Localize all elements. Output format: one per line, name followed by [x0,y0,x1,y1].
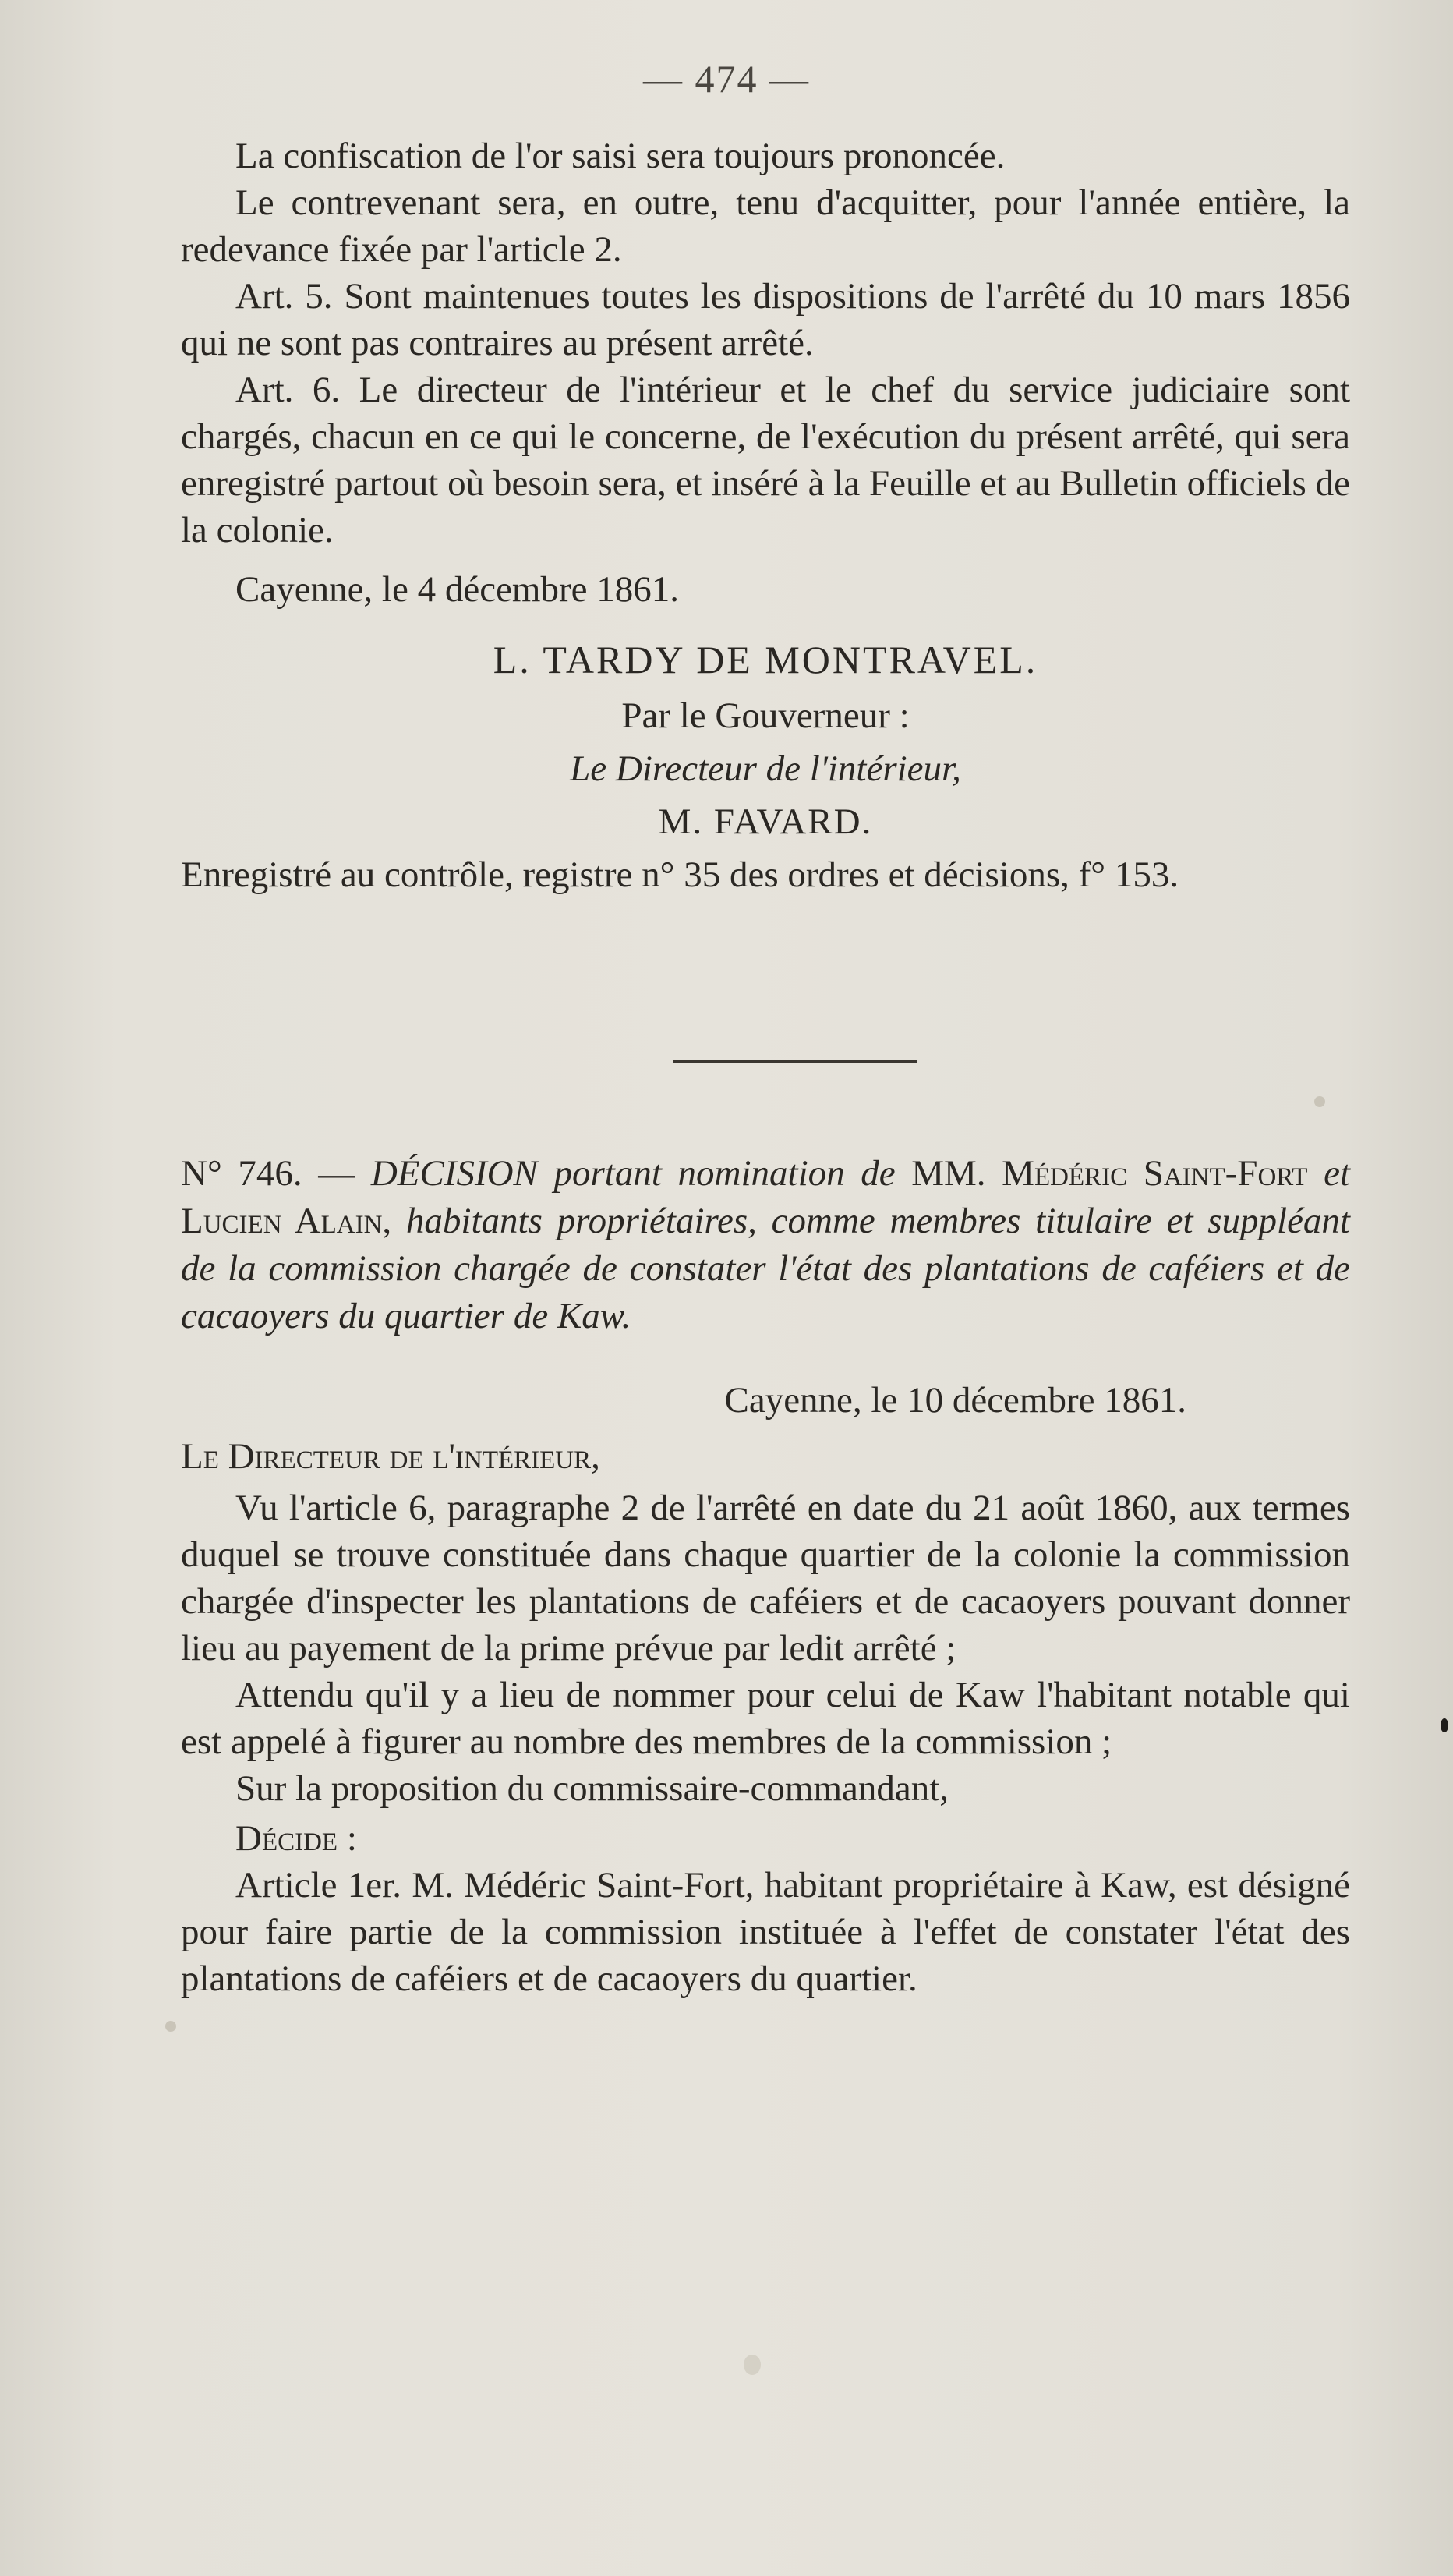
top-section [181,133,1350,898]
decision-section [181,1113,1350,2002]
page-number: — 474 — [643,57,810,101]
decision-title-names2: Lucien Alain, [181,1201,392,1241]
article-1-text: M. Médéric Saint-Fort, habitant propriétaire à Kaw, est désigné pour faire partie de la commission instituée à l'effet de constater l'état des plantations de caféiers et de cacaoyers du quartier. [181,1865,1351,1999]
decides-label: Décide : [235,1818,357,1859]
decision-heading [181,1150,1350,1340]
article-1-label: Article 1er. [235,1865,401,1905]
consideration-attendu: Attendu qu'il y a lieu de nommer pour celui de Kaw l'habitant notable qui est appelé à figurer au nombre des membres de la commission ; [181,1675,1350,1762]
decision-title-portant: portant nomination de [553,1153,896,1194]
paper-speck [1441,1718,1448,1732]
paper-speck [744,2355,761,2375]
paragraph-art-5: Art. 5. Sont maintenues toutes les dispositions de l'arrêté du 10 mars 1856 qui ne sont pas contraires au présent arrêté. [181,276,1350,363]
paragraph-contrevenant: Le contrevenant sera, en outre, tenu d'acquitter, pour l'année entière, la redevance fixée par l'article 2. [181,182,1350,270]
decision-title-et: et [1324,1153,1350,1194]
paragraph-art-6: Art. 6. Le directeur de l'intérieur et le chef du service judiciaire sont chargés, chacun en ce qui le concerne, de l'exécution du présent arrêté, qui sera enregistré partout où besoin sera, et inséré à la Feuille et au Bulletin officiels de la colonie. [181,370,1350,550]
director-title: Le Directeur de l'intérieur, [570,748,961,789]
article-1 [181,1862,1350,2002]
decision-authority: Le Directeur de l'intérieur, [181,1436,600,1477]
paper-speck [165,2021,176,2032]
registration-note: Enregistré au contrôle, registre n° 35 des ordres et décisions, f° 153. [181,855,1179,895]
place-date: Cayenne, le 4 décembre 1861. [235,569,680,610]
paragraph-confiscation: La confiscation de l'or saisi sera toujours prononcée. [235,136,1006,176]
decision-title-word: DÉCISION [370,1153,538,1194]
consideration-proposition: Sur la proposition du commissaire-commandant, [235,1768,949,1809]
consideration-vu: Vu l'article 6, paragraphe 2 de l'arrêté en date du 21 août 1860, aux termes duquel se trouve constituée dans chaque quartier de la colonie la commission chargée d'inspecter les plantations de caféiers et de cacaoyers pouvant donner lieu au payement de la prime prévue par ledit arrêté ; [181,1488,1350,1668]
decision-title-rest: habitants propriétaires, comme membres titulaire et suppléant de la commission chargée de constater l'état des plantations de caféiers et de cacaoyers du quartier de Kaw. [181,1201,1350,1336]
decision-title-names: MM. Médéric Saint-Fort [911,1153,1308,1194]
signatory: L. TARDY DE MONTRAVEL. [493,638,1038,681]
paper-speck [1314,1096,1325,1107]
by-governor: Par le Gouverneur : [621,695,910,736]
decision-dash: — [318,1153,355,1194]
director-name: M. FAVARD. [658,801,873,842]
decision-number: N° 746. [181,1153,302,1194]
section-divider [673,1060,917,1063]
decision-place-date: Cayenne, le 10 décembre 1861. [724,1380,1186,1421]
